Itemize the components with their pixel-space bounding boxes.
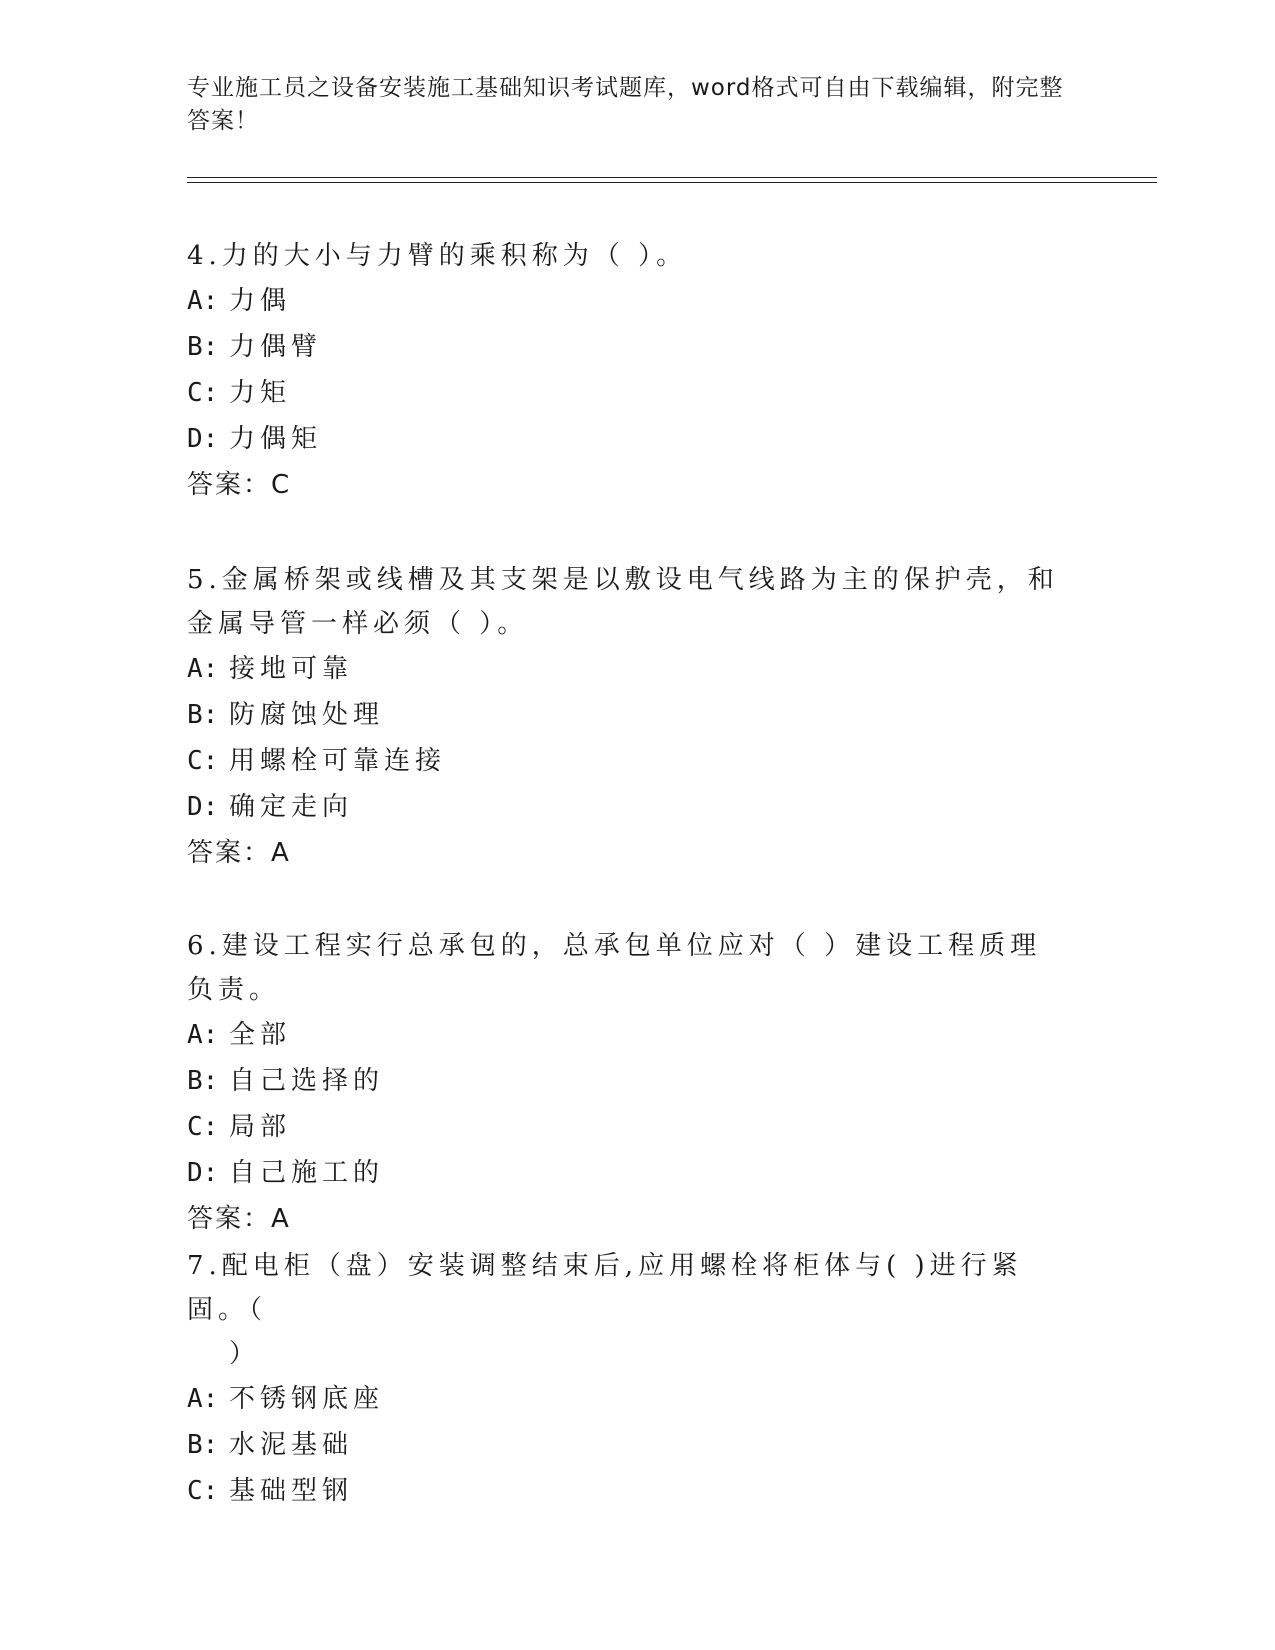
option-letter: D: (187, 424, 219, 454)
option-text: 水泥基础 (229, 1430, 354, 1460)
option-text: 自己选择的 (229, 1066, 385, 1096)
option-b (187, 324, 1067, 370)
header-divider-bottom (187, 182, 1157, 183)
option-letter: A: (187, 286, 219, 316)
header-divider-top (187, 177, 1157, 178)
option-a (187, 1376, 1067, 1422)
option-letter: C: (187, 1112, 219, 1142)
question-5 (187, 558, 1067, 876)
question-stem (187, 1244, 1067, 1376)
option-text: 接地可靠 (229, 654, 354, 684)
option-text: 基础型钢 (229, 1476, 354, 1506)
option-letter: B: (187, 700, 219, 730)
option-text: 防腐蚀处理 (229, 700, 385, 730)
option-text: 自己施工的 (229, 1158, 385, 1188)
option-d (187, 1150, 1067, 1196)
option-letter: A: (187, 1020, 219, 1050)
document-header: 专业施工员之设备安装施工基础知识考试题库，word格式可自由下载编辑，附完整答案！ (187, 75, 1064, 134)
option-text: 不锈钢底座 (229, 1384, 385, 1414)
question-stem: 6.建设工程实行总承包的，总承包单位应对（ ）建设工程质理负责。 (187, 931, 1042, 1005)
option-text: 力偶 (229, 286, 292, 316)
question-stem: 5.金属桥架或线槽及其支架是以敷设电气线路为主的保护壳，和金属导管一样必须（ ）。 (187, 565, 1059, 639)
option-a (187, 1012, 1067, 1058)
option-letter: C: (187, 746, 219, 776)
option-letter: C: (187, 378, 219, 408)
question-4 (187, 234, 1067, 508)
option-text: 确定走向 (229, 792, 354, 822)
option-letter: B: (187, 1066, 219, 1096)
option-text: 力偶臂 (229, 332, 323, 362)
option-b (187, 692, 1067, 738)
option-b (187, 1422, 1067, 1468)
question-7 (187, 1244, 1067, 1514)
answer-label: 答案：A (187, 838, 291, 868)
question-stem-line: ） (229, 1339, 261, 1369)
question-stem: 4.力的大小与力臂的乘积称为（ ）。 (187, 241, 688, 271)
option-text: 全部 (229, 1020, 292, 1050)
option-letter: D: (187, 1158, 219, 1188)
option-letter: D: (187, 792, 219, 822)
option-letter: C: (187, 1476, 219, 1506)
option-letter: A: (187, 1384, 219, 1414)
option-letter: A: (187, 654, 219, 684)
option-letter: B: (187, 332, 219, 362)
option-c (187, 370, 1067, 416)
option-c (187, 1104, 1067, 1150)
option-c (187, 1468, 1067, 1514)
option-b (187, 1058, 1067, 1104)
option-d (187, 416, 1067, 462)
option-a (187, 646, 1067, 692)
question-stem-line: 7.配电柜（盘）安装调整结束后,应用螺栓将柜体与( )进行紧固。（ (187, 1251, 1023, 1325)
option-letter: B: (187, 1430, 219, 1460)
option-text: 用螺栓可靠连接 (229, 746, 447, 776)
question-6 (187, 924, 1067, 1242)
option-text: 力偶矩 (229, 424, 323, 454)
option-a (187, 278, 1067, 324)
answer-label: 答案：A (187, 1204, 291, 1234)
option-text: 局部 (229, 1112, 292, 1142)
option-c (187, 738, 1067, 784)
option-d (187, 784, 1067, 830)
option-text: 力矩 (229, 378, 292, 408)
answer-label: 答案：C (187, 470, 292, 500)
